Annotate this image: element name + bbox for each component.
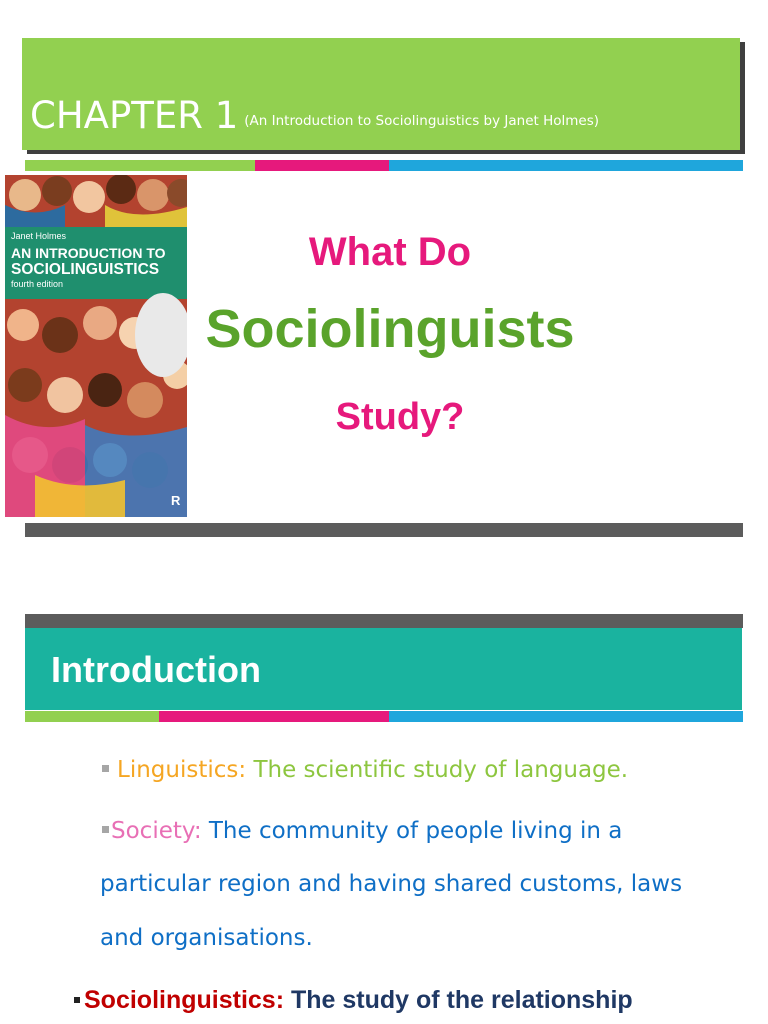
term-linguistics: Linguistics:	[117, 757, 247, 783]
definition-society-line2: particular region and having shared customs, laws	[100, 871, 683, 897]
list-item-linguistics	[102, 756, 628, 784]
slide1-bottom-bar	[25, 523, 743, 537]
accent-stripe-green-2	[25, 711, 159, 722]
introduction-header-bar	[25, 628, 742, 710]
book-cover-image	[5, 175, 187, 517]
term-society: Society:	[111, 818, 202, 844]
question-line-3: Study?	[335, 396, 465, 438]
accent-stripe-pink	[255, 160, 389, 171]
slide2-top-bar	[25, 614, 743, 628]
question-line-1: What Do	[308, 230, 472, 274]
chapter-title-text: CHAPTER 1	[30, 94, 239, 137]
bullet-square-icon	[102, 765, 109, 772]
question-line-2: Sociolinguists	[205, 299, 575, 359]
publisher-logo: R	[171, 493, 181, 508]
book-cover-title-line2: SOCIOLINGUISTICS	[11, 261, 160, 278]
book-cover-title-line1: AN INTRODUCTION TO	[11, 245, 166, 261]
list-item-sociolinguistics	[74, 985, 633, 1015]
definition-sociolinguistics: The study of the relationship	[290, 986, 633, 1014]
term-sociolinguistics: Sociolinguistics:	[84, 986, 285, 1014]
chapter-subtitle: (An Introduction to Sociolinguistics by Janet Holmes)	[244, 113, 600, 129]
accent-stripe-blue	[389, 160, 743, 171]
book-cover-author: Janet Holmes	[11, 231, 67, 241]
accent-stripe-pink-2	[159, 711, 389, 722]
bullet-square-icon	[74, 997, 80, 1003]
book-cover-illustration	[5, 175, 187, 517]
section-title: Introduction	[51, 649, 261, 690]
definition-society-line1: The community of people living in a	[208, 818, 623, 844]
accent-stripe-green	[25, 160, 255, 171]
book-cover-edition: fourth edition	[11, 279, 64, 289]
definition-society-line3: and organisations.	[100, 925, 313, 951]
accent-stripe-blue-2	[389, 711, 743, 722]
list-item-society	[102, 817, 622, 845]
chapter-title	[30, 96, 599, 141]
bullet-square-icon	[102, 826, 109, 833]
chapter-header-bar	[22, 38, 740, 150]
definition-linguistics: The scientific study of language.	[253, 757, 629, 783]
